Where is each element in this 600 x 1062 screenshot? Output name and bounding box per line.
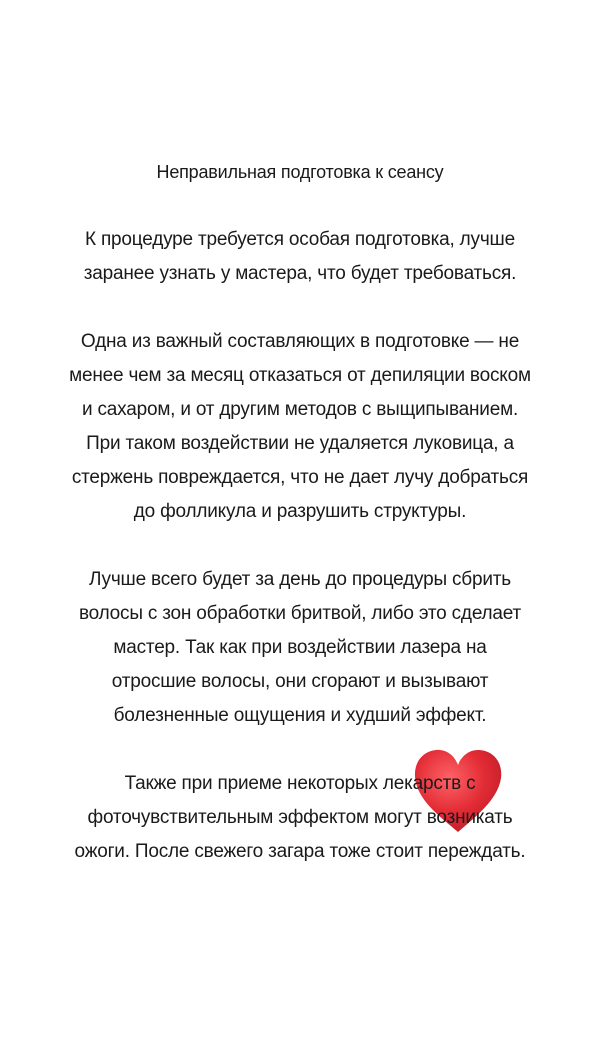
text-line: Одна из важный составляющих в подготовке — не	[80, 331, 520, 352]
text-line: Также при приеме некоторых лекарств с	[124, 773, 476, 794]
text-line: мастер. Так как при воздействии лазера на	[113, 637, 487, 658]
story-title: Неправильная подготовка к сеансу	[156, 162, 444, 182]
text-line: стержень повреждается, что не дает лучу добраться	[71, 467, 529, 488]
paragraph-shaving	[30, 563, 570, 733]
text-line: ожоги. После свежего загара тоже стоит переждать.	[74, 841, 526, 862]
text-line: заранее узнать у мастера, что будет требоваться.	[83, 263, 517, 284]
text-line: менее чем за месяц отказаться от депиляции воском	[69, 365, 531, 386]
story-text	[30, 155, 570, 903]
text-line: фоточувствительным эффектом могут возникать	[87, 807, 513, 828]
text-line: К процедуре требуется особая подготовка, лучше	[85, 229, 515, 250]
paragraph-medication	[30, 767, 570, 869]
text-line: и сахаром, и от другим методов с выщипыванием.	[81, 399, 519, 420]
text-line: до фолликула и разрушить структуры.	[133, 501, 467, 522]
text-line: отросшие волосы, они сгорают и вызывают	[111, 671, 489, 692]
text-line: волосы с зон обработки бритвой, либо это сделает	[78, 603, 522, 624]
text-line: болезненные ощущения и худший эффект.	[113, 705, 487, 726]
paragraph-preparation	[30, 223, 570, 291]
paragraph-depilation	[30, 325, 570, 529]
text-line: Лучше всего будет за день до процедуры сбрить	[89, 569, 511, 590]
text-line: При таком воздействии не удаляется луковица, а	[86, 433, 514, 454]
